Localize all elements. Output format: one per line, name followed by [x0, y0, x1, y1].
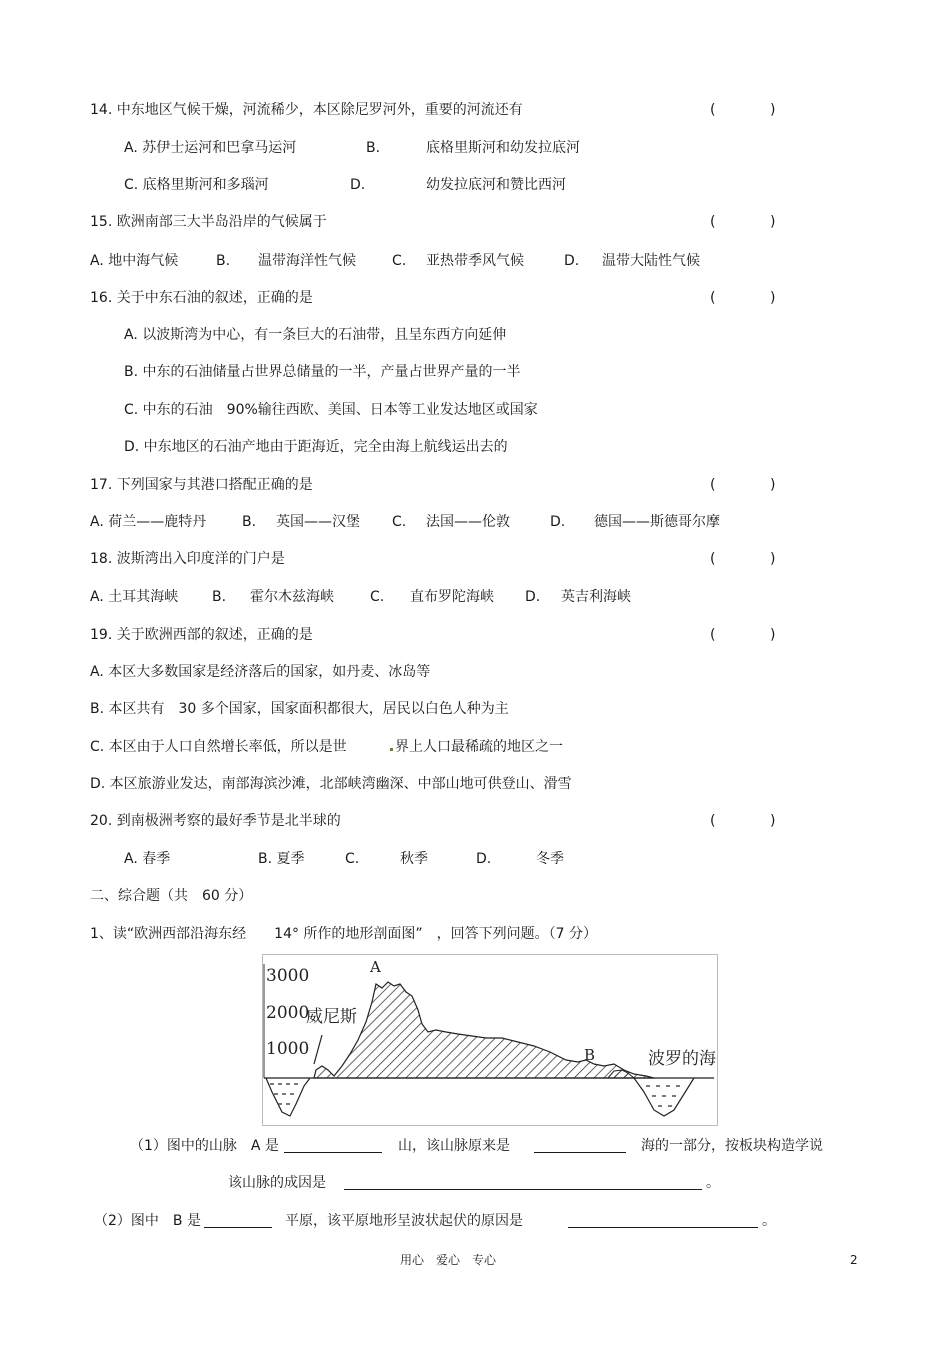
q15-option-c-letter: C. — [392, 253, 407, 269]
q17-option-b: 英国——汉堡 — [276, 514, 360, 530]
q14-option-d-letter: D. — [350, 177, 366, 193]
sub1-blank-mountain[interactable] — [284, 1138, 382, 1153]
label-a: A — [370, 958, 381, 976]
q16-paren-left: ( — [710, 290, 716, 306]
q15-option-b: 温带海洋性气候 — [258, 253, 356, 269]
y-tick-3000: 3000 — [266, 966, 310, 986]
q17-option-d: 德国——斯德哥尔摩 — [594, 514, 720, 530]
section2-q1-intro: 1、读“欧洲西部沿海东经 14° 所作的地形剖面图” ，回答下列问题。（7 分） — [90, 926, 598, 942]
q14-option-d: 幼发拉底河和赞比西河 — [426, 177, 566, 193]
q14-paren-right: ) — [770, 102, 776, 118]
sub2-part2: 平原，该平原地形呈波状起伏的原因是 — [285, 1213, 523, 1229]
label-venice: 威尼斯 — [306, 1007, 357, 1027]
sub1-part1: （1）图中的山脉 A 是 — [130, 1138, 279, 1154]
sub2-part1: （2）图中 B 是 — [94, 1213, 201, 1229]
sub2-end: 。 — [762, 1213, 776, 1229]
q15-paren-right: ) — [770, 214, 776, 230]
q17-paren-right: ) — [770, 477, 776, 493]
sub1-part2: 山，该山脉原来是 — [398, 1138, 510, 1154]
q14-stem: 14. 中东地区气候干燥，河流稀少，本区除尼罗河外，重要的河流还有 — [90, 102, 523, 118]
q18-option-a: A. 土耳其海峡 — [90, 589, 179, 605]
q17-stem: 17. 下列国家与其港口搭配正确的是 — [90, 477, 313, 493]
q17-option-c: 法国——伦敦 — [426, 514, 510, 530]
q18-option-d: 英吉利海峡 — [561, 589, 631, 605]
q20-option-c: 秋季 — [400, 851, 428, 867]
q20-option-a: A. 春季 — [124, 851, 171, 867]
sub1-blank-cause[interactable] — [344, 1175, 702, 1190]
q19-option-c-part1: C. 本区由于人口自然增长率低，所以是世 — [90, 739, 347, 755]
sub1-part3: 海的一部分，按板块构造学说 — [641, 1138, 823, 1154]
q14-paren-left: ( — [710, 102, 716, 118]
terrain-profile-figure — [262, 954, 718, 1126]
q20-stem: 20. 到南极洲考察的最好季节是北半球的 — [90, 813, 341, 829]
q17-option-b-letter: B. — [242, 514, 257, 530]
q15-option-d: 温带大陆性气候 — [602, 253, 700, 269]
q20-option-d-letter: D. — [476, 851, 492, 867]
q16-option-a: A. 以波斯湾为中心，有一条巨大的石油带，且呈东西方向延伸 — [124, 327, 507, 343]
q18-stem: 18. 波斯湾出入印度洋的门户是 — [90, 551, 285, 567]
q18-option-b-letter: B. — [212, 589, 227, 605]
q18-option-b: 霍尔木兹海峡 — [250, 589, 334, 605]
q18-paren-left: ( — [710, 551, 716, 567]
q15-stem: 15. 欧洲南部三大半岛沿岸的气候属于 — [90, 214, 327, 230]
q18-option-d-letter: D. — [525, 589, 541, 605]
page-number: 2 — [850, 1253, 858, 1267]
q16-stem: 16. 关于中东石油的叙述，正确的是 — [90, 290, 313, 306]
q19-option-d: D. 本区旅游业发达，南部海滨沙滩，北部峡湾幽深、中部山地可供登山、滑雪 — [90, 776, 572, 792]
label-baltic-sea: 波罗的海 — [648, 1049, 716, 1069]
q15-paren-left: ( — [710, 214, 716, 230]
sub2-blank-reason[interactable] — [568, 1213, 758, 1228]
q16-paren-right: ) — [770, 290, 776, 306]
sub1-end: 。 — [706, 1175, 720, 1191]
q14-option-b: 底格里斯河和幼发拉底河 — [426, 140, 580, 156]
q14-option-b-letter: B. — [366, 140, 381, 156]
q14-option-a: A. 苏伊士运河和巴拿马运河 — [124, 140, 297, 156]
q18-option-c-letter: C. — [370, 589, 385, 605]
q15-option-d-letter: D. — [564, 253, 580, 269]
q17-paren-left: ( — [710, 477, 716, 493]
sub1-blank-sea[interactable] — [534, 1138, 626, 1153]
q19-option-a: A. 本区大多数国家是经济落后的国家，如丹麦、冰岛等 — [90, 664, 431, 680]
sub1-line2: 该山脉的成因是 — [228, 1175, 326, 1191]
label-b: B — [584, 1046, 596, 1064]
section2-heading: 二、综合题（共 60 分） — [90, 888, 253, 904]
q15-option-c: 亚热带季风气候 — [426, 253, 524, 269]
q14-option-c: C. 底格里斯河和多瑙河 — [124, 177, 269, 193]
q19-option-c-part2: 界上人口最稀疏的地区之一 — [395, 739, 563, 755]
q15-option-b-letter: B. — [216, 253, 231, 269]
q20-option-b: B. 夏季 — [258, 851, 305, 867]
q16-option-b: B. 中东的石油储量占世界总储量的一半，产量占世界产量的一半 — [124, 364, 521, 380]
sub2-blank-plain[interactable] — [204, 1213, 272, 1228]
q19-stem: 19. 关于欧洲西部的叙述，正确的是 — [90, 627, 313, 643]
q20-paren-right: ) — [770, 813, 776, 829]
q16-option-c: C. 中东的石油 90%输往西欧、美国、日本等工业发达地区或国家 — [124, 402, 538, 418]
y-tick-1000: 1000 — [266, 1039, 310, 1059]
stray-mark — [390, 748, 393, 751]
q20-option-c-letter: C. — [345, 851, 360, 867]
q18-paren-right: ) — [770, 551, 776, 567]
q19-paren-right: ) — [770, 627, 776, 643]
q16-option-d: D. 中东地区的石油产地由于距海近，完全由海上航线运出去的 — [124, 439, 508, 455]
footer-motto: 用心 爱心 专心 — [400, 1253, 497, 1267]
y-tick-2000: 2000 — [266, 1003, 310, 1023]
q17-option-d-letter: D. — [550, 514, 566, 530]
q18-option-c: 直布罗陀海峡 — [410, 589, 494, 605]
q20-paren-left: ( — [710, 813, 716, 829]
q20-option-d: 冬季 — [536, 851, 564, 867]
q15-option-a: A. 地中海气候 — [90, 253, 179, 269]
q19-paren-left: ( — [710, 627, 716, 643]
q17-option-a: A. 荷兰——鹿特丹 — [90, 514, 207, 530]
q17-option-c-letter: C. — [392, 514, 407, 530]
q19-option-b: B. 本区共有 30 多个国家，国家面积都很大，居民以白色人种为主 — [90, 701, 509, 717]
